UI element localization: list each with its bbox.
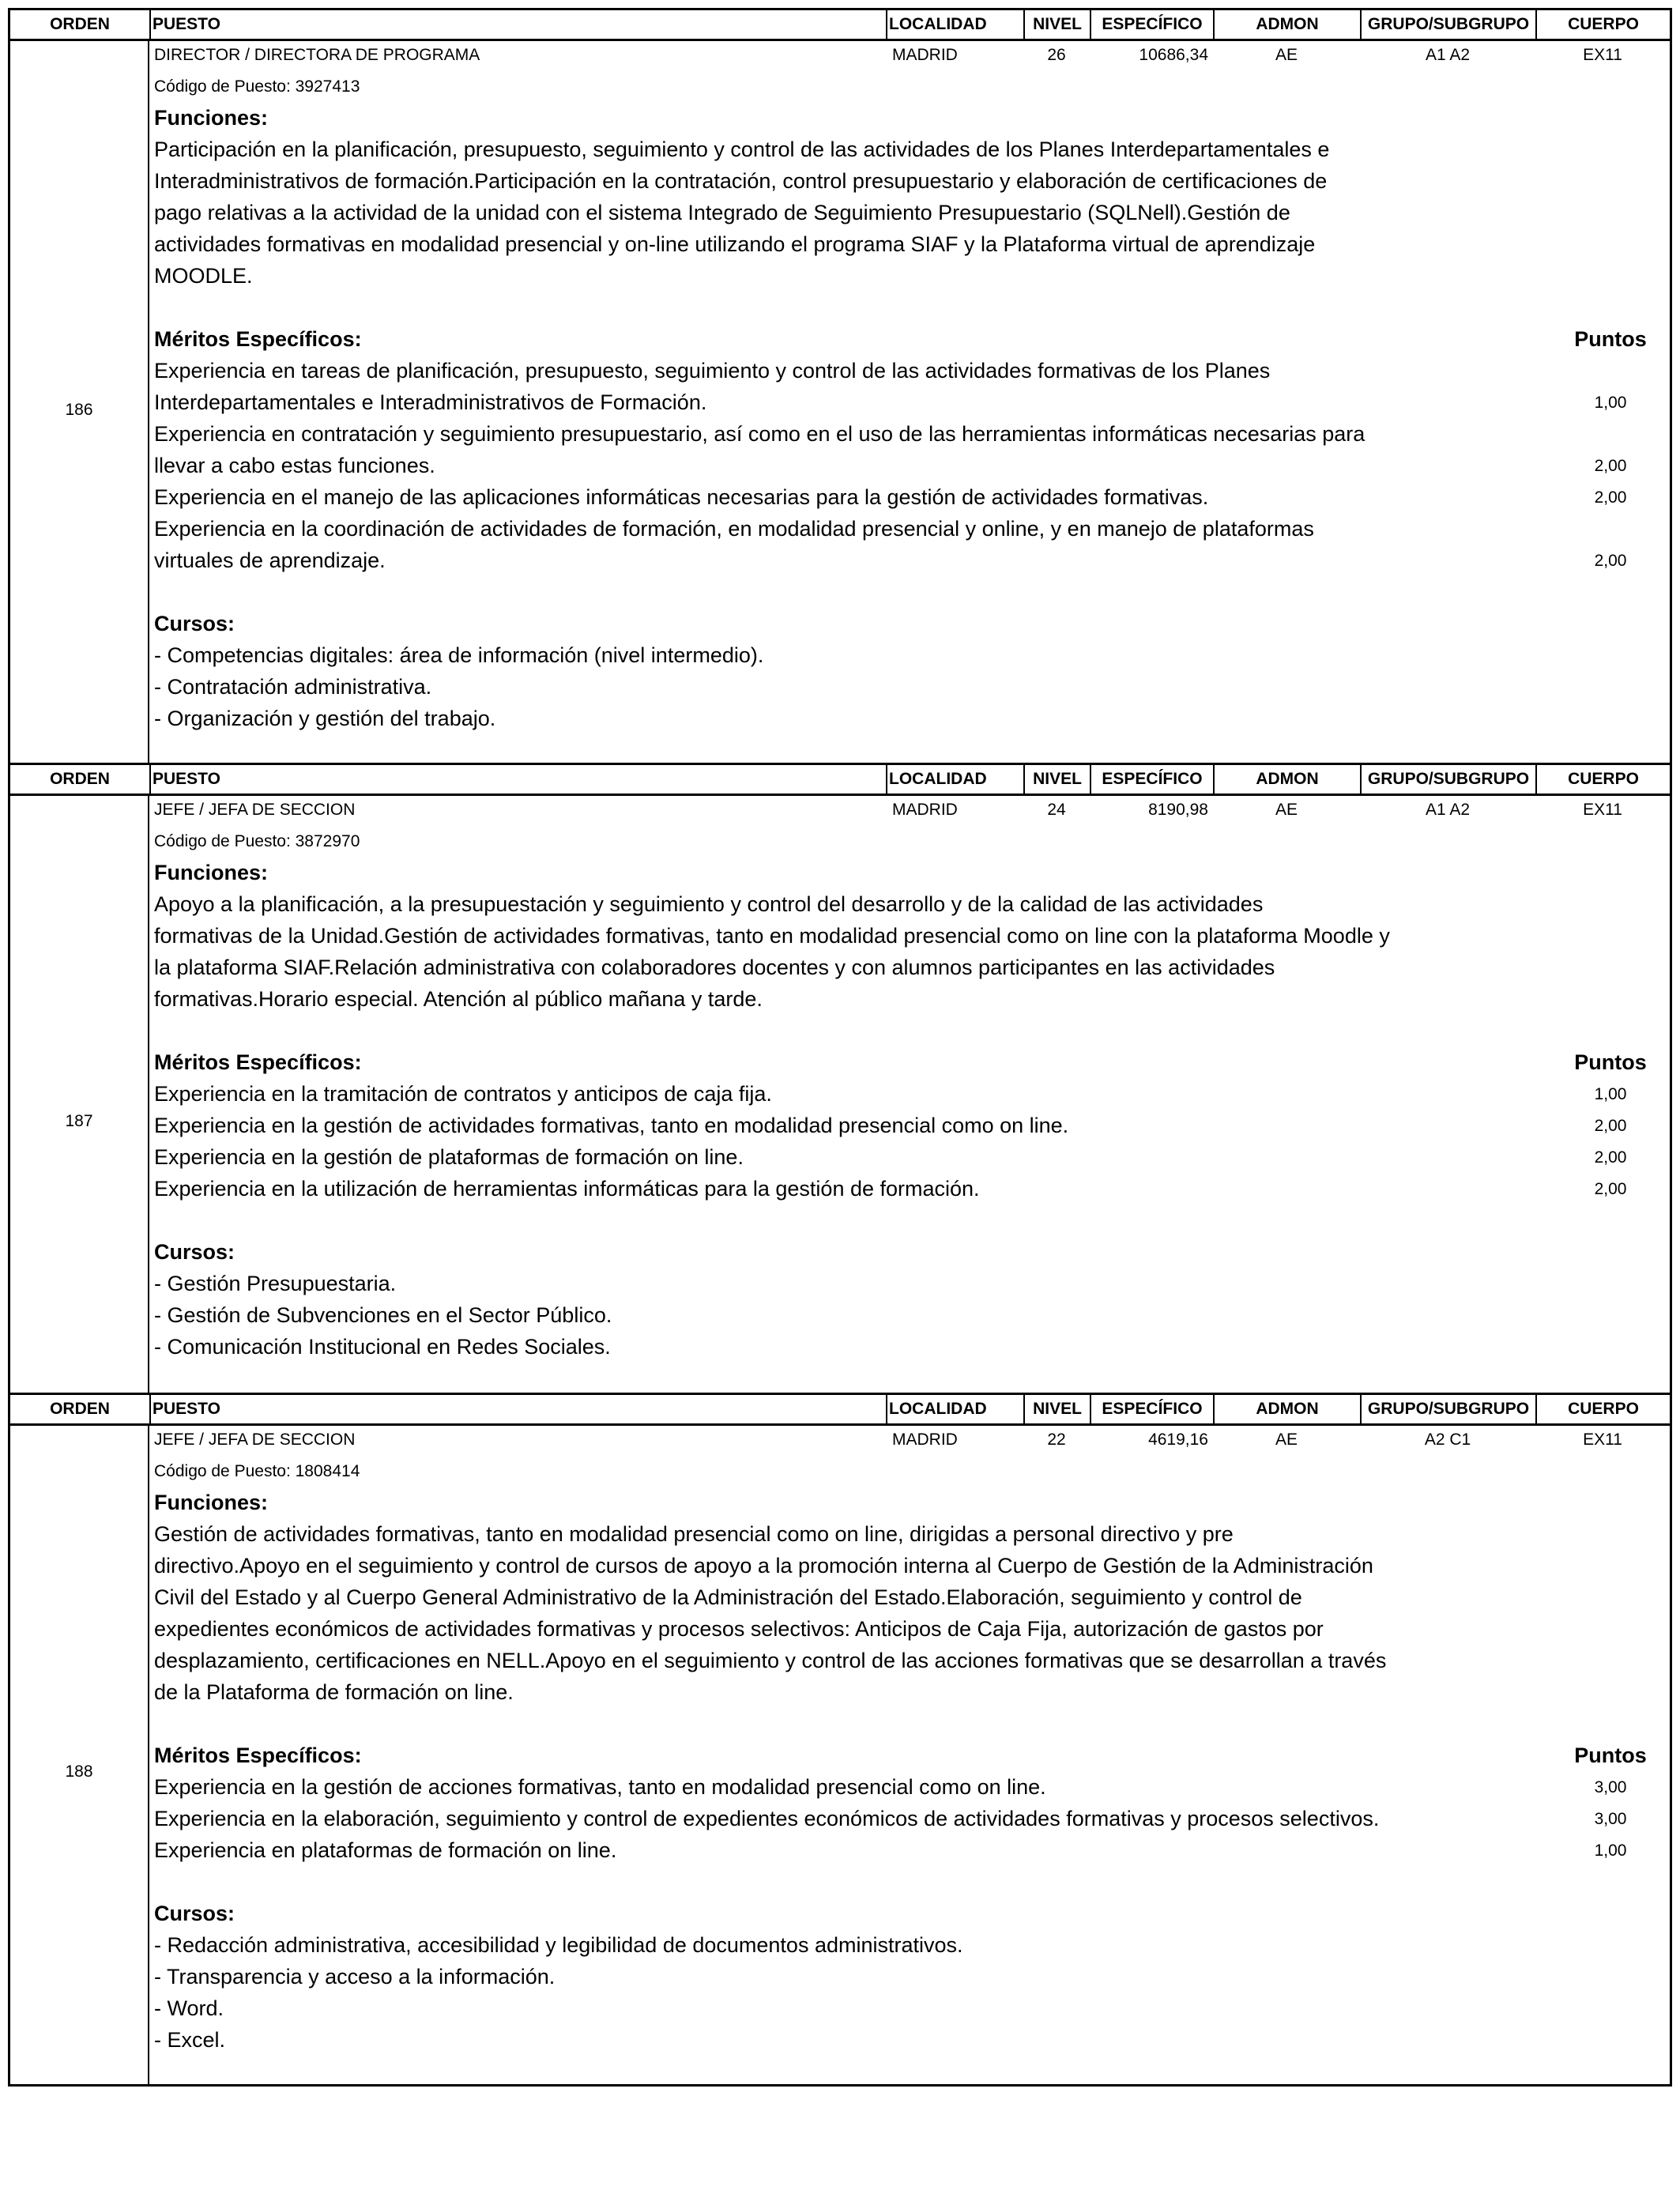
- admon-value: AE: [1275, 1431, 1298, 1449]
- admon-value: AE: [1275, 801, 1298, 819]
- funciones-line: expedientes económicos de actividades formativas y procesos selectivos: Anticipos de Caja Fija, autorización de gastos por: [154, 1617, 1324, 1641]
- funciones-line: actividades formativas en modalidad presencial y on-line utilizando el programa SIAF y la Plataforma virtual de aprendizaje: [154, 232, 1316, 256]
- header-especifico: ESPECÍFICO: [1090, 1395, 1213, 1423]
- header-localidad: LOCALIDAD: [886, 765, 1023, 794]
- orden-column-divider: [148, 41, 149, 763]
- merito-line: Experiencia en la gestión de acciones formativas, tanto en modalidad presencial como on line.: [154, 1775, 1046, 1799]
- table-header-row: [10, 1393, 1670, 1426]
- merito-puntos: 2,00: [1594, 552, 1627, 570]
- header-orden: ORDEN: [50, 1400, 110, 1418]
- funciones-line: Interadministrativos de formación.Participación en la contratación, control presupuestario y elaboración de certificaciones de: [154, 169, 1328, 193]
- merito-line: Experiencia en la gestión de plataformas de formación on line.: [154, 1145, 744, 1169]
- merito-puntos: 1,00: [1594, 1085, 1627, 1103]
- entry-body: [10, 41, 1670, 763]
- merito-line: Interdepartamentales e Interadministrativos de Formación.: [154, 390, 707, 414]
- header-grupo: GRUPO/SUBGRUPO: [1360, 1395, 1535, 1423]
- header-admon: ADMON: [1213, 10, 1360, 39]
- merito-puntos: 2,00: [1594, 1180, 1627, 1198]
- orden-number: 187: [65, 1112, 93, 1130]
- job-entry-188: [10, 1393, 1670, 2087]
- merito-line: Experiencia en el manejo de las aplicaciones informáticas necesarias para la gestión de actividades formativas.: [154, 485, 1209, 509]
- admon-value: AE: [1275, 46, 1298, 64]
- header-nivel: NIVEL: [1023, 765, 1090, 794]
- cursos-heading: Cursos:: [154, 1902, 235, 1925]
- funciones-line: Civil del Estado y al Cuerpo General Administrativo de la Administración del Estado.Elaboración, seguimiento y control de: [154, 1585, 1302, 1609]
- puesto-title: JEFE / JEFA DE SECCION: [154, 1431, 356, 1449]
- codigo-puesto: Código de Puesto: 1808414: [154, 1462, 360, 1480]
- grupo-value: A2 C1: [1424, 1431, 1471, 1449]
- header-especifico: ESPECÍFICO: [1090, 765, 1213, 794]
- header-orden: ORDEN: [50, 770, 110, 788]
- merito-line: virtuales de aprendizaje.: [154, 548, 386, 572]
- cuerpo-value: EX11: [1583, 1431, 1622, 1449]
- funciones-line: pago relativas a la actividad de la unidad con el sistema Integrado de Seguimiento Presupuestario (SQLNell).Gestión de: [154, 201, 1290, 224]
- merito-line: Experiencia en la gestión de actividades formativas, tanto en modalidad presencial como on line.: [154, 1114, 1069, 1137]
- nivel-value: 22: [1047, 1431, 1066, 1449]
- localidad-value: MADRID: [892, 1431, 958, 1449]
- merito-line: Experiencia en la tramitación de contratos y anticipos de caja fija.: [154, 1082, 772, 1106]
- merito-line: llevar a cabo estas funciones.: [154, 454, 435, 477]
- header-admon: ADMON: [1213, 765, 1360, 794]
- funciones-heading: Funciones:: [154, 861, 269, 884]
- curso-line: - Word.: [154, 1996, 224, 2020]
- codigo-puesto: Código de Puesto: 3872970: [154, 832, 360, 850]
- funciones-line: directivo.Apoyo en el seguimiento y control de cursos de apoyo a la promoción interna al Cuerpo de Gestión de la Administración: [154, 1554, 1373, 1578]
- especifico-value: 8190,98: [1148, 801, 1208, 819]
- funciones-line: la plataforma SIAF.Relación administrativa con colaboradores docentes y con alumnos participantes en las actividades: [154, 956, 1275, 979]
- entry-body: [10, 1426, 1670, 2087]
- curso-line: - Transparencia y acceso a la información.: [154, 1965, 556, 1989]
- funciones-line: desplazamiento, certificaciones en NELL.Apoyo en el seguimiento y control de las acciones formativas que se desarrollan a través: [154, 1649, 1387, 1672]
- merito-line: Experiencia en la utilización de herramientas informáticas para la gestión de formación.: [154, 1177, 980, 1201]
- header-grupo: GRUPO/SUBGRUPO: [1360, 10, 1535, 39]
- curso-line: - Competencias digitales: área de información (nivel intermedio).: [154, 643, 764, 667]
- merito-line: Experiencia en tareas de planificación, presupuesto, seguimiento y control de las actividades formativas de los Planes: [154, 359, 1271, 383]
- merito-puntos: 2,00: [1594, 488, 1627, 507]
- orden-number: 188: [65, 1762, 93, 1781]
- merito-puntos: 3,00: [1594, 1810, 1627, 1828]
- puesto-title: JEFE / JEFA DE SECCION: [154, 801, 356, 819]
- grupo-value: A1 A2: [1425, 46, 1471, 64]
- puesto-title: DIRECTOR / DIRECTORA DE PROGRAMA: [154, 46, 480, 64]
- merito-line: Experiencia en la elaboración, seguimiento y control de expedientes económicos de actividades formativas y procesos selectivos.: [154, 1807, 1380, 1830]
- localidad-value: MADRID: [892, 801, 958, 819]
- header-grupo: GRUPO/SUBGRUPO: [1360, 765, 1535, 794]
- meritos-heading: Méritos Específicos:: [154, 1050, 362, 1074]
- curso-line: - Excel.: [154, 2028, 226, 2052]
- header-puesto: PUESTO: [149, 10, 886, 39]
- merito-line: Experiencia en la coordinación de actividades de formación, en modalidad presencial y online, y en manejo de plataformas: [154, 517, 1314, 541]
- curso-line: - Organización y gestión del trabajo.: [154, 707, 496, 730]
- merito-puntos: 1,00: [1594, 1842, 1627, 1860]
- header-nivel: NIVEL: [1023, 10, 1090, 39]
- header-especifico: ESPECÍFICO: [1090, 10, 1213, 39]
- curso-line: - Comunicación Institucional en Redes Sociales.: [154, 1335, 611, 1359]
- job-entry-187: [10, 763, 1670, 1393]
- puntos-heading: Puntos: [1574, 327, 1647, 351]
- especifico-value: 10686,34: [1139, 46, 1208, 64]
- especifico-value: 4619,16: [1148, 1431, 1208, 1449]
- puntos-heading: Puntos: [1574, 1050, 1647, 1074]
- header-cuerpo: CUERPO: [1535, 765, 1670, 794]
- funciones-line: de la Plataforma de formación on line.: [154, 1680, 514, 1704]
- header-admon: ADMON: [1213, 1395, 1360, 1423]
- header-puesto: PUESTO: [149, 1395, 886, 1423]
- merito-puntos: 3,00: [1594, 1778, 1627, 1796]
- header-puesto: PUESTO: [149, 765, 886, 794]
- meritos-heading: Méritos Específicos:: [154, 327, 362, 351]
- cursos-heading: Cursos:: [154, 612, 235, 635]
- funciones-line: MOODLE.: [154, 264, 253, 288]
- funciones-heading: Funciones:: [154, 106, 269, 130]
- orden-column-divider: [148, 1426, 149, 2087]
- merito-puntos: 2,00: [1594, 457, 1627, 475]
- header-orden: ORDEN: [50, 15, 110, 33]
- nivel-value: 26: [1047, 46, 1066, 64]
- merito-puntos: 1,00: [1594, 394, 1627, 412]
- meritos-heading: Méritos Específicos:: [154, 1744, 362, 1767]
- table-header-row: [10, 8, 1670, 41]
- funciones-line: Gestión de actividades formativas, tanto en modalidad presencial como on line, dirigidas a personal directivo y pre: [154, 1522, 1234, 1546]
- funciones-line: Participación en la planificación, presupuesto, seguimiento y control de las actividades de los Planes Interdepartamentales e: [154, 138, 1330, 161]
- curso-line: - Contratación administrativa.: [154, 675, 432, 699]
- header-cuerpo: CUERPO: [1535, 1395, 1670, 1423]
- header-nivel: NIVEL: [1023, 1395, 1090, 1423]
- merito-puntos: 2,00: [1594, 1117, 1627, 1135]
- table-header-row: [10, 763, 1670, 796]
- curso-line: - Gestión de Subvenciones en el Sector Público.: [154, 1303, 612, 1327]
- curso-line: - Redacción administrativa, accesibilidad y legibilidad de documentos administrativos.: [154, 1933, 963, 1957]
- merito-puntos: 2,00: [1594, 1148, 1627, 1167]
- nivel-value: 24: [1047, 801, 1066, 819]
- funciones-line: Apoyo a la planificación, a la presupuestación y seguimiento y control del desarrollo y de la calidad de las actividades: [154, 892, 1264, 916]
- cuerpo-value: EX11: [1583, 46, 1622, 64]
- orden-column-divider: [148, 796, 149, 1393]
- job-entry-186: [10, 8, 1670, 763]
- entry-body: [10, 796, 1670, 1393]
- orden-number: 186: [65, 401, 93, 419]
- document-table: [8, 8, 1672, 2087]
- header-localidad: LOCALIDAD: [886, 1395, 1023, 1423]
- merito-line: Experiencia en plataformas de formación on line.: [154, 1838, 617, 1862]
- merito-line: Experiencia en contratación y seguimiento presupuestario, así como en el uso de las herramientas informáticas necesarias para: [154, 422, 1365, 446]
- grupo-value: A1 A2: [1425, 801, 1471, 819]
- cursos-heading: Cursos:: [154, 1240, 235, 1264]
- curso-line: - Gestión Presupuestaria.: [154, 1272, 397, 1295]
- header-localidad: LOCALIDAD: [886, 10, 1023, 39]
- codigo-puesto: Código de Puesto: 3927413: [154, 77, 360, 96]
- funciones-heading: Funciones:: [154, 1491, 269, 1514]
- funciones-line: formativas de la Unidad.Gestión de actividades formativas, tanto en modalidad presencial como on line con la plataforma Moodle y: [154, 924, 1390, 948]
- puntos-heading: Puntos: [1574, 1744, 1647, 1767]
- header-cuerpo: CUERPO: [1535, 10, 1670, 39]
- funciones-line: formativas.Horario especial. Atención al público mañana y tarde.: [154, 987, 763, 1011]
- cuerpo-value: EX11: [1583, 801, 1622, 819]
- localidad-value: MADRID: [892, 46, 958, 64]
